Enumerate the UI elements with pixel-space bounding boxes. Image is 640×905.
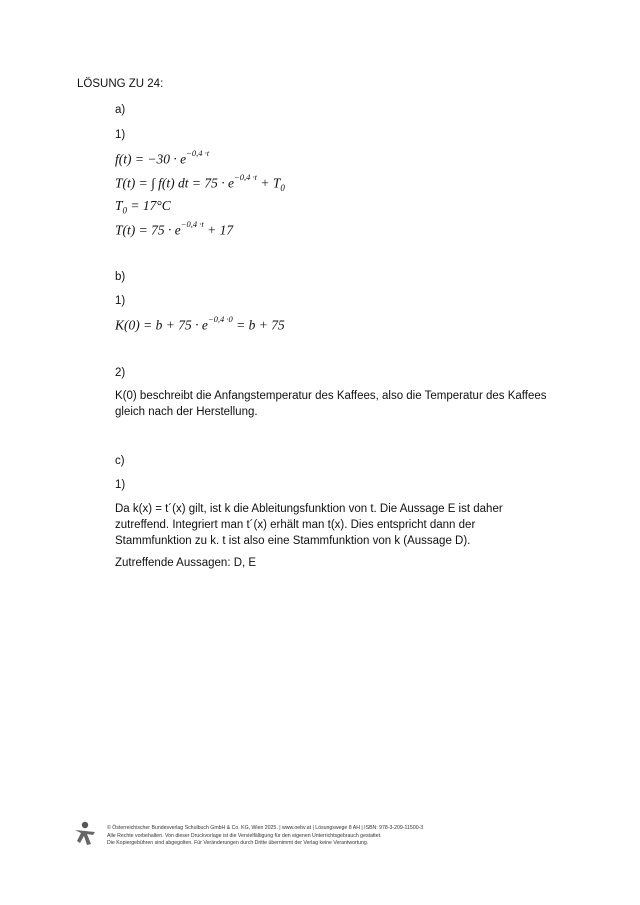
- equation-k0-base: K(0) = b + 75 · e: [115, 317, 208, 333]
- equation-integral-subscript: 0: [280, 183, 285, 194]
- equation-t-final-base: T(t) = 75 · e: [115, 222, 181, 238]
- equation-t0-symbol: T: [115, 198, 123, 213]
- equation-k0-exponent: −0,4 ·0: [207, 314, 233, 324]
- equation-f-exponent: −0,4 ·t: [186, 148, 210, 158]
- equation-integral: [115, 174, 285, 193]
- equation-t0: [115, 198, 171, 216]
- part-a-sub-1: 1): [115, 129, 126, 141]
- equation-k0: [115, 316, 285, 334]
- footer-line-1: © Österreichischer Bundesverlag Schulbuch GmbH & Co. KG, Wien 2025. | www.oebv.at | Lösungswege 8 AH | ISBN: 978-3-209-11500-3: [107, 825, 424, 831]
- equation-integral-exponent: −0,4 ·t: [234, 172, 258, 182]
- footer-legal: [107, 825, 423, 848]
- equation-f-base: f(t) = −30 · e: [115, 151, 187, 167]
- equation-k0-result: = b + 75: [232, 317, 285, 333]
- footer-line-2: Alle Rechte vorbehalten. Von dieser Druckvorlage ist die Vervielfältigung für den eigenen Unterrichtsgebrauch gestattet.: [107, 832, 382, 839]
- part-b-sub-2: 2): [115, 367, 126, 379]
- publisher-logo-icon: [72, 820, 98, 846]
- equation-integral-constant: + T: [257, 175, 281, 191]
- equation-t0-subscript: 0: [122, 205, 128, 216]
- equation-t0-value: = 17°C: [127, 198, 171, 213]
- equation-t-final-exponent: −0,4 ·t: [180, 219, 204, 229]
- equation-t-final-constant: + 17: [203, 222, 234, 238]
- part-c-sub-1: 1): [115, 479, 126, 491]
- page-heading: LÖSUNG ZU 24:: [77, 78, 164, 90]
- equation-f: [115, 150, 209, 168]
- part-b-explanation: K(0) beschreibt die Anfangstemperatur des Kaffees, also die Temperatur des Kaffees gleich nach der Herstellung.: [115, 390, 547, 418]
- equation-t-final: [115, 221, 233, 239]
- part-c-label: c): [115, 455, 125, 467]
- equation-integral-base: T(t) = ∫ f(t) dt = 75 · e: [115, 175, 235, 191]
- part-b-sub-1: 1): [115, 295, 126, 307]
- part-b-label: b): [115, 271, 126, 283]
- footer-line-3: Die Kopiergebühren sind abgegolten. Für Veränderungen durch Dritte übernimmt der Verlag keine Verantwortung.: [107, 840, 369, 846]
- part-c-answer: Zutreffende Aussagen: D, E: [115, 557, 257, 569]
- part-a-label: a): [115, 104, 126, 116]
- part-c-explanation: Da k(x) = t´(x) gilt, ist k die Ableitungsfunktion von t. Die Aussage E ist daher zutreffend. Integriert man t´(x) erhält man t(x). Dies entspricht dann der Stammfunktion zu k. t ist also eine Stammfunktion von k (Aussage D).: [115, 503, 503, 547]
